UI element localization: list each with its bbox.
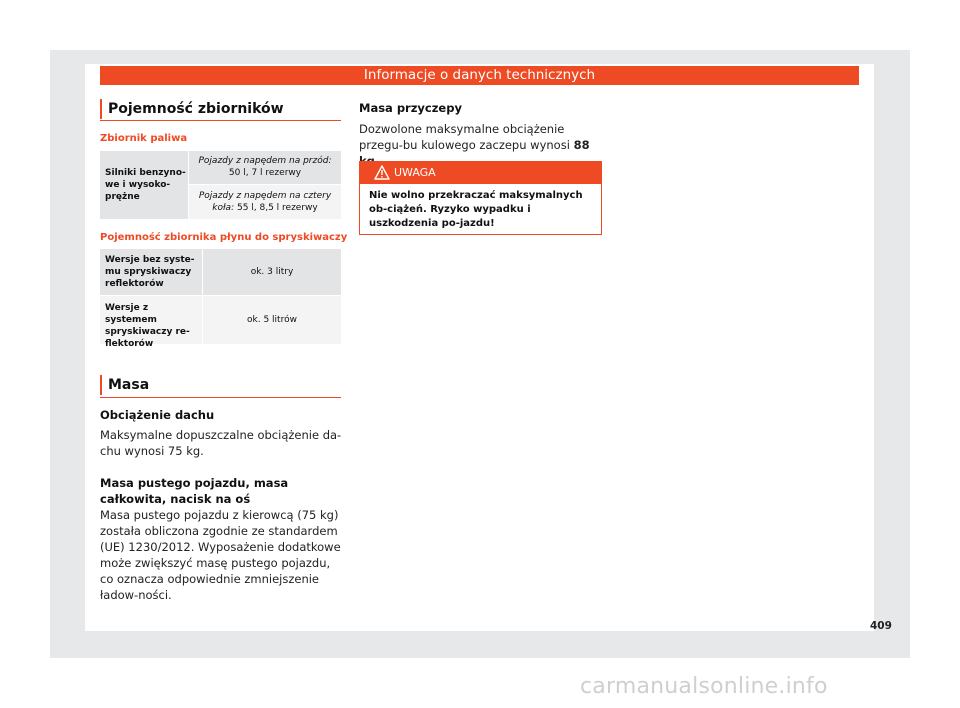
- roof-load-text: Maksymalne dopuszczalne obciążenie da-chu wynosi 75 kg.: [100, 428, 342, 458]
- fuel-tank-row-label: Silniki benzyno-we i wysoko-prężne: [100, 151, 188, 219]
- page-number: 409: [870, 620, 892, 632]
- section-rule: [100, 397, 341, 398]
- fuel-tank-value-4wd: Pojazdy z napędem na cztery koła: 55 l, 8,5 l rezerwy: [189, 185, 341, 219]
- vehicle-mass-heading: Masa pustego pojazdu, masa całkowita, nacisk na oś: [100, 476, 289, 506]
- warning-triangle-icon: [374, 165, 390, 180]
- warning-label: UWAGA: [394, 166, 436, 179]
- washer-row-value: ok. 5 litrów: [203, 296, 341, 344]
- washer-row-label: Wersje bez syste-mu spryskiwaczy reflektorów: [100, 249, 202, 295]
- trailer-value: 88: [573, 138, 590, 152]
- washer-row-label: Wersje z systemem spryskiwaczy re-flektorów: [100, 296, 202, 344]
- trailer-heading: Masa przyczepy: [359, 101, 462, 115]
- vehicle-mass-text: Masa pustego pojazdu z kierowcą (75 kg) została obliczona zgodnie ze standardem (UE) 1230/2012. Wyposażenie dodatkowe może zwiększyć masę pustego pojazdu, co oznacza odpowiednie zmniejszenie ładow-ności.: [100, 508, 341, 602]
- section-title-capacity: Pojemność zbiorników: [108, 101, 284, 117]
- fuel-tank-heading: Zbiornik paliwa: [100, 133, 188, 144]
- section-rule: [100, 120, 341, 121]
- section-marker: [100, 375, 102, 395]
- section-title-mass: Masa: [108, 377, 150, 393]
- warning-text: Nie wolno przekraczać maksymalnych ob-ciążeń. Ryzyko wypadku i uszkodzenia po-jazdu!: [369, 190, 583, 229]
- washer-tank-heading: Pojemność zbiornika płynu do spryskiwaczy: [100, 232, 348, 243]
- warning-box: [359, 161, 602, 235]
- warning-header: [360, 162, 601, 184]
- watermark: carmanualsonline.info: [580, 674, 828, 699]
- washer-row-value: ok. 3 litry: [203, 249, 341, 295]
- trailer-text: Dozwolone maksymalne obciążenie przegu-bu kulowego zaczepu wynosi 88: [359, 121, 604, 169]
- fuel-tank-value-front: Pojazdy z napędem na przód: 50 l, 7 l rezerwy: [189, 151, 341, 184]
- chapter-header: Informacje o danych technicznych: [100, 66, 859, 85]
- roof-load-heading: Obciążenie dachu: [100, 408, 215, 422]
- section-marker: [100, 99, 102, 119]
